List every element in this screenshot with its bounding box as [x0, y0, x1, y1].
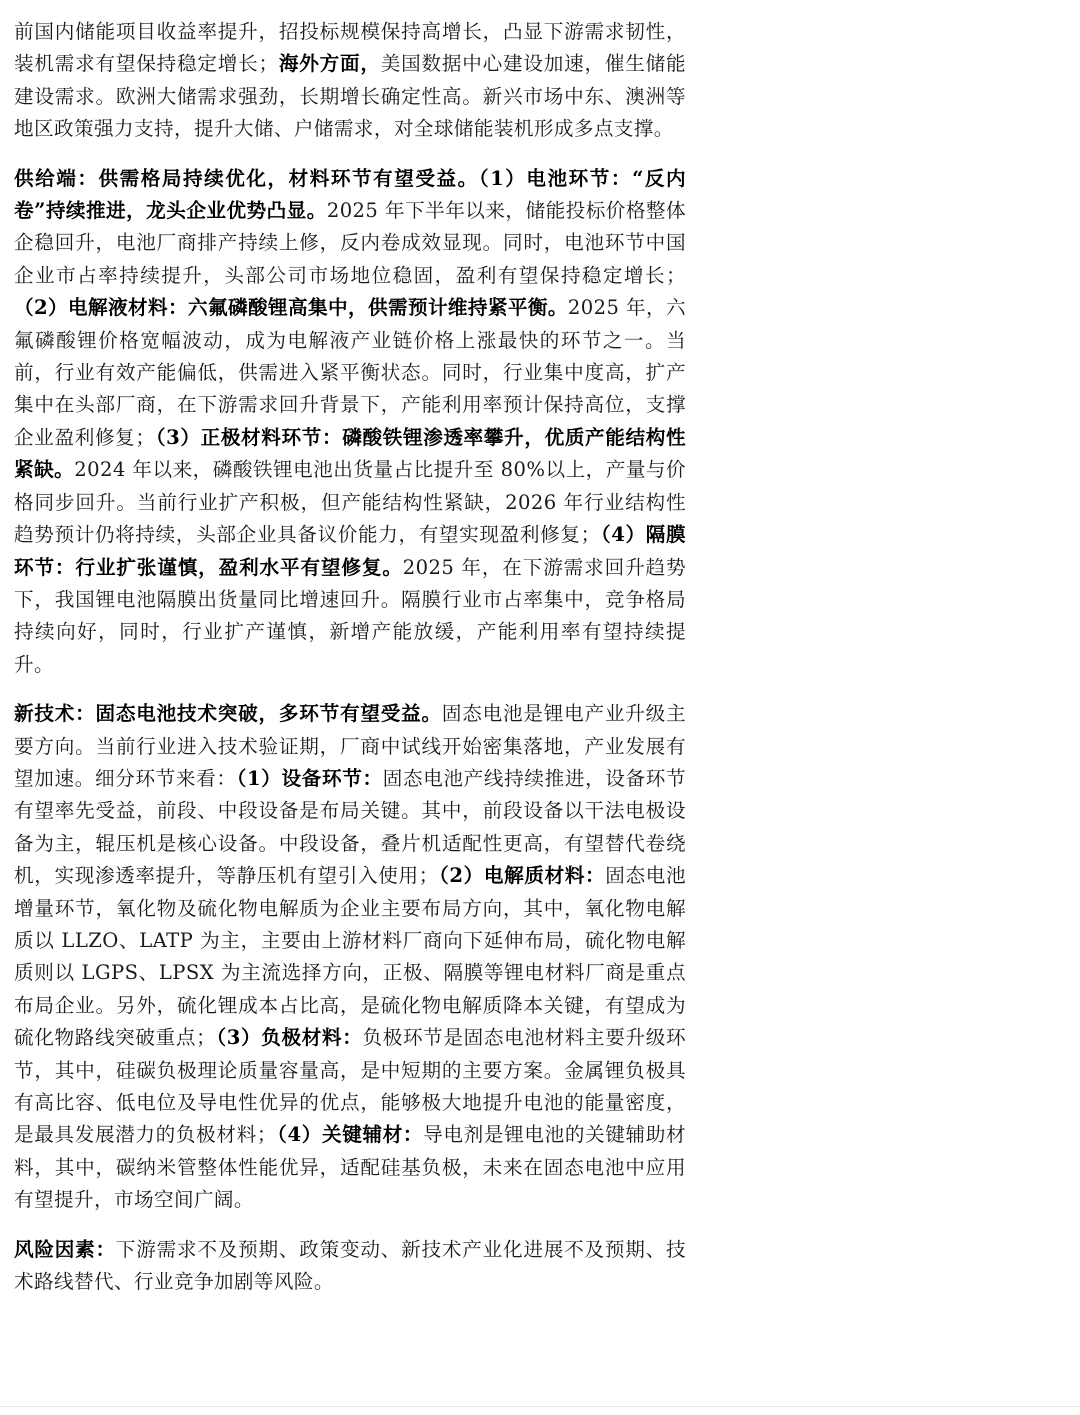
bold-heading: （2）电解液材料：六氟磷酸锂高集中，供需预计维持紧平衡。 [14, 296, 568, 320]
text-segment: 2025 年下半年以来，储能投标价格整体企稳回升，电池厂商排产持续上修，反内卷成效显现。同时，电池环节中国企业市占率持续提升，头部公司市场地位稳固，盈利有望保持稳定增长； [14, 199, 686, 287]
document-body [14, 16, 686, 1315]
text-segment: 固态电池增量环节，氧化物及硫化物电解质为企业主要布局方向，其中，氧化物电解质以 LLZO、LATP 为主，主要由上游材料厂商向下延伸布局，硫化物电解质则以 LGPS、LPSX 为主流选择方向，正极、隔膜等锂电材料厂商是重点布局企业。另外，硫化锂成本占比高，是硫化物电解质降本关键，有望成为硫化物路线突破重点； [14, 864, 686, 1050]
text-segment: 固态电池产线持续推进，设备环节有望率先受益，前段、中段设备是布局关键。其中，前段设备以干法电极设备为主，辊压机是核心设备。中段设备，叠片机适配性更高，有望替代卷绕机，实现渗透率提升，等静压机有望引入使用； [14, 766, 686, 888]
new-tech-paragraph [14, 698, 686, 1217]
text-segment: 导电剂是锂电池的关键辅助材料，其中，碳纳米管整体性能优异，适配硅基负极，未来在固态电池中应用有望提升，市场空间广阔。 [14, 1123, 686, 1212]
bold-heading: 风险因素： [14, 1237, 116, 1261]
text-segment: 前国内储能项目收益率提升，招投标规模保持高增长，凸显下游需求韧性，装机需求有望保持稳定增长； [14, 20, 686, 76]
text-segment: 下游需求不及预期、政策变动、新技术产业化进展不及预期、技术路线替代、行业竞争加剧等风险。 [14, 1237, 687, 1294]
demand-paragraph [14, 16, 686, 146]
text-segment: 2024 年以来，磷酸铁锂电池出货量占比提升至 80%以上，产量与价格同步回升。当前行业扩产积极，但产能结构性紧缺，2026 年行业结构性趋势预计仍将持续，头部企业具备议价能力，有望实现盈利修复； [14, 458, 686, 547]
bold-heading: （4）隔膜环节：行业扩张谨慎，盈利水平有望修复。 [14, 523, 686, 579]
bold-heading: 海外方面， [278, 52, 381, 76]
bold-heading: 新技术：固态电池技术突破，多环节有望受益。 [14, 702, 442, 726]
text-segment: 固态电池是锂电产业升级主要方向。当前行业进入技术验证期，厂商中试线开始密集落地，产业发展有望加速。细分环节来看： [14, 702, 686, 790]
page-bottom-divider [0, 1406, 1080, 1407]
text-segment: 负极环节是固态电池材料主要升级环节，其中，硅碳负极理论质量容量高，是中短期的主要方案。金属锂负极具有高比容、低电位及导电性优异的优点，能够极大地提升电池的能量密度，是最具发展潜力的负极材料； [14, 1026, 686, 1147]
risk-paragraph [14, 1234, 686, 1299]
bold-heading: 供给端：供需格局持续优化，材料环节有望受益。（1）电池环节：“反内卷”持续推进，龙头企业优势凸显。 [14, 166, 686, 223]
text-segment: 2025 年，六氟磷酸锂价格宽幅波动，成为电解液产业链价格上涨最快的环节之一。当前，行业有效产能偏低，供需进入紧平衡状态。同时，行业集中度高，扩产集中在头部厂商，在下游需求回升背景下，产能利用率预计保持高位，支撑企业盈利修复； [14, 296, 686, 449]
bold-heading: （1）设备环节： [236, 766, 383, 790]
bold-heading: （3）负极材料： [216, 1026, 363, 1050]
bold-heading: （2）电解质材料： [438, 864, 606, 888]
text-segment: 美国数据中心建设加速，催生储能建设需求。欧洲大储需求强劲，长期增长确定性高。新兴市场中东、澳洲等地区政策强力支持，提升大储、户储需求，对全球储能装机形成多点支撑。 [14, 52, 687, 141]
bold-heading: （3）正极材料环节：磷酸铁锂渗透率攀升，优质产能结构性紧缺。 [14, 425, 686, 482]
supply-paragraph [14, 163, 686, 682]
text-segment: 2025 年，在下游需求回升趋势下，我国锂电池隔膜出货量同比增速回升。隔膜行业市占率集中，竞争格局持续向好，同时，行业扩产谨慎，新增产能放缓，产能利用率有望持续提升。 [14, 555, 686, 676]
bold-heading: （4）关键辅材： [276, 1123, 424, 1147]
